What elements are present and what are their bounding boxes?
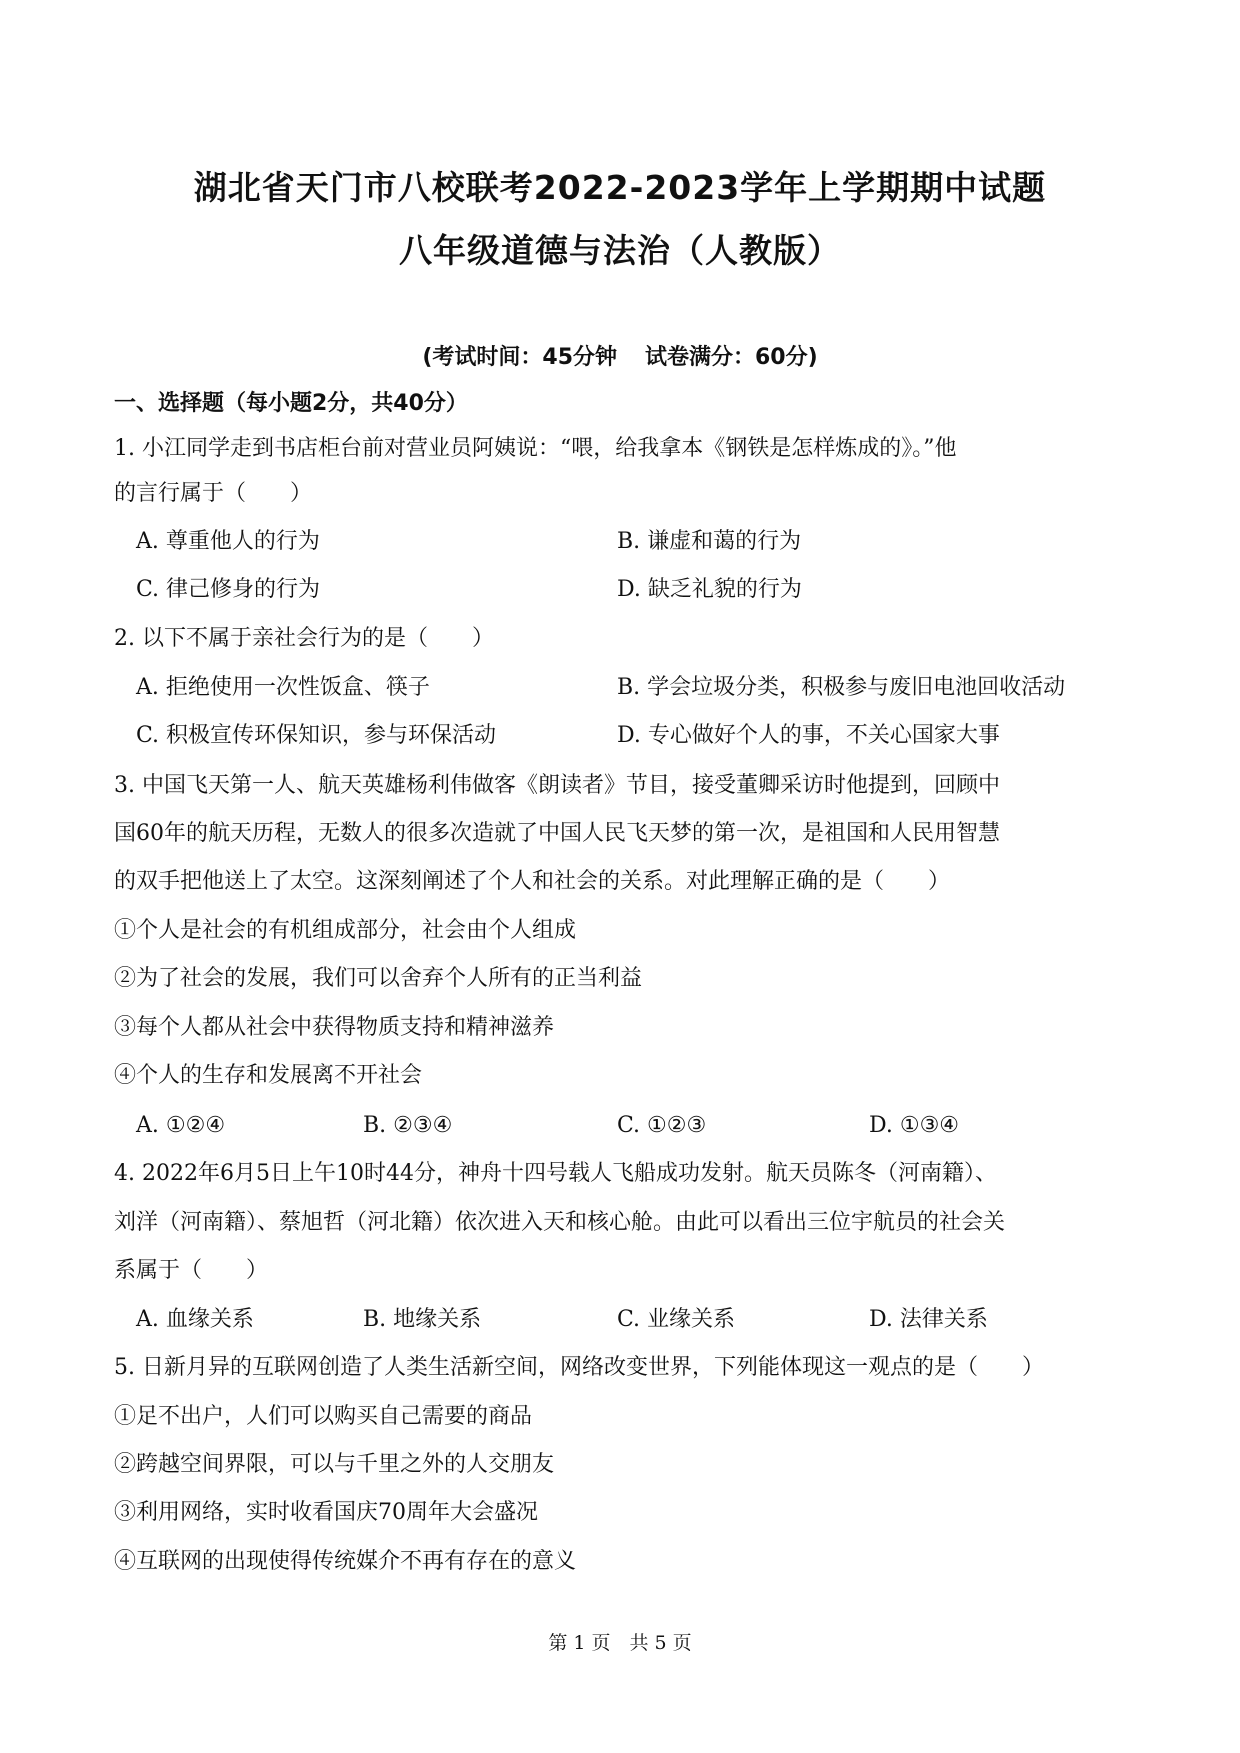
section-heading: 一、选择题（每小题2分，共40分） (114, 391, 468, 416)
q1-stem-line2: 的言行属于（ ） (114, 481, 313, 506)
q4-stem-line3: 系属于（ ） (114, 1258, 269, 1283)
q1-option-c: C. 律己修身的行为 (136, 577, 321, 602)
exam-info (0, 340, 1240, 371)
q5-statement-4: ④互联网的出现使得传统媒介不再有存在的意义 (114, 1549, 577, 1574)
q4-option-c: C. 业缘关系 (617, 1307, 736, 1332)
q3-stem-line1: 3. 中国飞天第一人、航天英雄杨利伟做客《朗读者》节目，接受董卿采访时他提到，回顾中 (114, 773, 1000, 798)
q1-option-a: A. 尊重他人的行为 (136, 529, 320, 554)
q2-option-c: C. 积极宣传环保知识，参与环保活动 (136, 723, 497, 748)
q3-option-d: D. ①③④ (869, 1113, 960, 1138)
q3-stem-line2: 国60年的航天历程，无数人的很多次造就了中国人民飞天梦的第一次，是祖国和人民用智慧 (114, 821, 1000, 846)
q3-option-c: C. ①②③ (617, 1113, 707, 1138)
q5-stem: 5. 日新月异的互联网创造了人类生活新空间，网络改变世界，下列能体现这一观点的是（ ） (114, 1355, 1044, 1380)
q4-option-d: D. 法律关系 (869, 1307, 988, 1332)
q2-option-b: B. 学会垃圾分类，积极参与废旧电池回收活动 (617, 675, 1066, 700)
q1-option-d: D. 缺乏礼貌的行为 (617, 577, 802, 602)
q3-statement-2: ②为了社会的发展，我们可以舍弃个人所有的正当利益 (114, 966, 643, 991)
q3-option-a: A. ①②④ (136, 1113, 226, 1138)
q5-statement-1: ①足不出户，人们可以购买自己需要的商品 (114, 1404, 533, 1429)
q4-stem-line1: 4. 2022年6月5日上午10时44分，神舟十四号载人飞船成功发射。航天员陈冬（河南籍）、 (114, 1161, 997, 1186)
q5-statement-2: ②跨越空间界限，可以与千里之外的人交朋友 (114, 1452, 555, 1477)
q3-statement-1: ①个人是社会的有机组成部分，社会由个人组成 (114, 918, 577, 943)
q1-option-b: B. 谦虚和蔼的行为 (617, 529, 802, 554)
q4-stem-line2: 刘洋（河南籍）、蔡旭哲（河北籍）依次进入天和核心舱。由此可以看出三位宇航员的社会关 (114, 1210, 1006, 1235)
exam-subtitle: 八年级道德与法治（人教版） (399, 231, 841, 270)
page-footer: 第 1 页 共 5 页 (548, 1632, 692, 1654)
q3-statement-3: ③每个人都从社会中获得物质支持和精神滋养 (114, 1015, 555, 1040)
q2-option-a: A. 拒绝使用一次性饭盒、筷子 (136, 675, 430, 700)
q5-statement-3: ③利用网络，实时收看国庆70周年大会盛况 (114, 1500, 538, 1525)
q2-option-d: D. 专心做好个人的事，不关心国家大事 (617, 723, 1000, 748)
q3-statement-4: ④个人的生存和发展离不开社会 (114, 1063, 423, 1088)
q4-option-a: A. 血缘关系 (136, 1307, 254, 1332)
q1-stem-line1: 1. 小江同学走到书店柜台前对营业员阿姨说：“喂，给我拿本《钢铁是怎样炼成的》。”他 (114, 436, 957, 461)
q2-stem: 2. 以下不属于亲社会行为的是（ ） (114, 626, 494, 651)
q4-option-b: B. 地缘关系 (363, 1307, 482, 1332)
exam-time: (考试时间：45分钟 (422, 345, 617, 370)
q3-option-b: B. ②③④ (363, 1113, 453, 1138)
exam-title: 湖北省天门市八校联考2022-2023学年上学期期中试题 (193, 168, 1047, 207)
q3-stem-line3: 的双手把他送上了太空。这深刻阐述了个人和社会的关系。对此理解正确的是（ ） (114, 869, 951, 894)
full-score: 试卷满分：60分) (645, 345, 818, 370)
